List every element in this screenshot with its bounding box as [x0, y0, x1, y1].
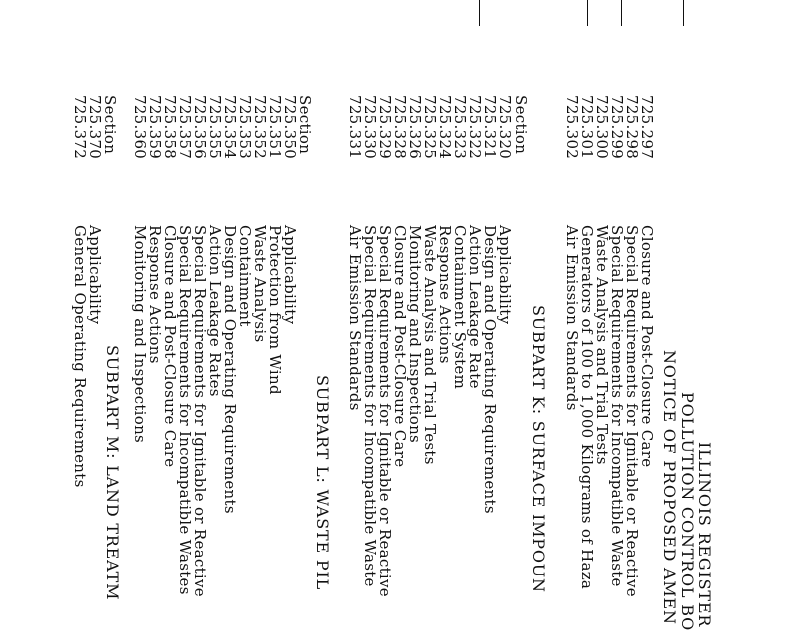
section-number: 725.302	[563, 95, 581, 160]
section-number: 725.357	[176, 95, 194, 160]
section-title: Closure and Post-Closure Care	[161, 225, 179, 468]
section-title: Waste Analysis and Trial Tests	[421, 225, 439, 465]
section-title: Design and Operating Requirements	[221, 225, 239, 514]
section-label: Section	[512, 95, 530, 155]
section-number: 725.329	[376, 95, 394, 160]
section-number: 725.321	[481, 95, 499, 160]
subpart-k-heading: SUBPART K: SURFACE IMPOUN	[529, 305, 548, 593]
section-title: Waste Analysis	[251, 225, 269, 343]
subpart-l-heading: SUBPART L: WASTE PIL	[313, 375, 332, 590]
section-number: 725.328	[391, 95, 409, 160]
section-title: Special Requirements for Ignitable or Reactive	[623, 225, 641, 597]
section-number: 725.358	[161, 95, 179, 160]
section-number: 725.351	[266, 95, 284, 160]
section-label: Section	[101, 95, 119, 155]
section-title: Response Actions	[436, 225, 454, 364]
section-number: 725.353	[236, 95, 254, 160]
margin-rule	[479, 0, 480, 26]
section-title: Special Requirements for Ignitable or Reactive	[376, 225, 394, 597]
section-number: 725.331	[346, 95, 364, 160]
section-number: 725.324	[436, 95, 454, 160]
section-number: 725.326	[406, 95, 424, 160]
section-number: 725.325	[421, 95, 439, 160]
notice-title: NOTICE OF PROPOSED AMEN	[660, 350, 679, 625]
section-title: Generators of 100 to 1,000 Kilograms of Haza	[578, 225, 596, 590]
subpart-m-heading: SUBPART M: LAND TREATM	[103, 345, 122, 601]
section-title: Closure and Post-Closure Care	[391, 225, 409, 468]
section-number: 725.356	[191, 95, 209, 160]
section-title: General Operating Requirements	[71, 225, 89, 488]
section-title: Air Emission Standards	[346, 225, 364, 411]
section-label: Section	[296, 95, 314, 155]
section-number: 725.372	[71, 95, 89, 160]
section-number: 725.370	[86, 95, 104, 160]
section-number: 725.360	[131, 95, 149, 160]
register-title: ILLINOIS REGISTER	[695, 442, 714, 628]
section-title: Closure and Post-Closure Care	[638, 225, 656, 468]
section-number: 725.322	[466, 95, 484, 160]
section-number: 725.323	[451, 95, 469, 160]
section-number: 725.320	[496, 95, 514, 160]
section-title: Applicability	[496, 225, 514, 325]
section-title: Air Emission Standards	[563, 225, 581, 411]
section-number: 725.330	[361, 95, 379, 160]
section-title: Monitoring and Inspections	[406, 225, 424, 444]
margin-rule	[621, 0, 622, 26]
section-number: 725.355	[206, 95, 224, 160]
section-title: Action Leakage Rates	[206, 225, 224, 397]
section-title: Action Leakage Rate	[466, 225, 484, 389]
section-title: Protection from Wind	[266, 225, 284, 395]
section-number: 725.299	[608, 95, 626, 160]
section-title: Applicability	[86, 225, 104, 325]
section-number: 725.300	[593, 95, 611, 160]
section-title: Special Requirements for Incompatible Waste	[361, 225, 379, 587]
section-title: Special Requirements for Incompatible Waste	[608, 225, 626, 587]
section-title: Containment	[236, 225, 254, 327]
section-number: 725.350	[281, 95, 299, 160]
section-title: Waste Analysis and Trial Tests	[593, 225, 611, 465]
section-number: 725.301	[578, 95, 596, 160]
section-number: 725.359	[146, 95, 164, 160]
section-title: Special Requirements for Ignitable or Reactive	[191, 225, 209, 597]
section-number: 725.298	[623, 95, 641, 160]
section-number: 725.297	[638, 95, 656, 160]
section-title: Response Actions	[146, 225, 164, 364]
section-title: Containment System	[451, 225, 469, 390]
section-number: 725.354	[221, 95, 239, 160]
margin-rule	[683, 0, 684, 26]
board-title: POLLUTION CONTROL BO	[678, 392, 697, 631]
section-title: Design and Operating Requirements	[481, 225, 499, 514]
margin-rule	[587, 0, 588, 26]
section-number: 725.352	[251, 95, 269, 160]
section-title: Special Requirements for Incompatible Wastes	[176, 225, 194, 595]
section-title: Monitoring and Inspections	[131, 225, 149, 444]
section-title: Applicability	[281, 225, 299, 325]
